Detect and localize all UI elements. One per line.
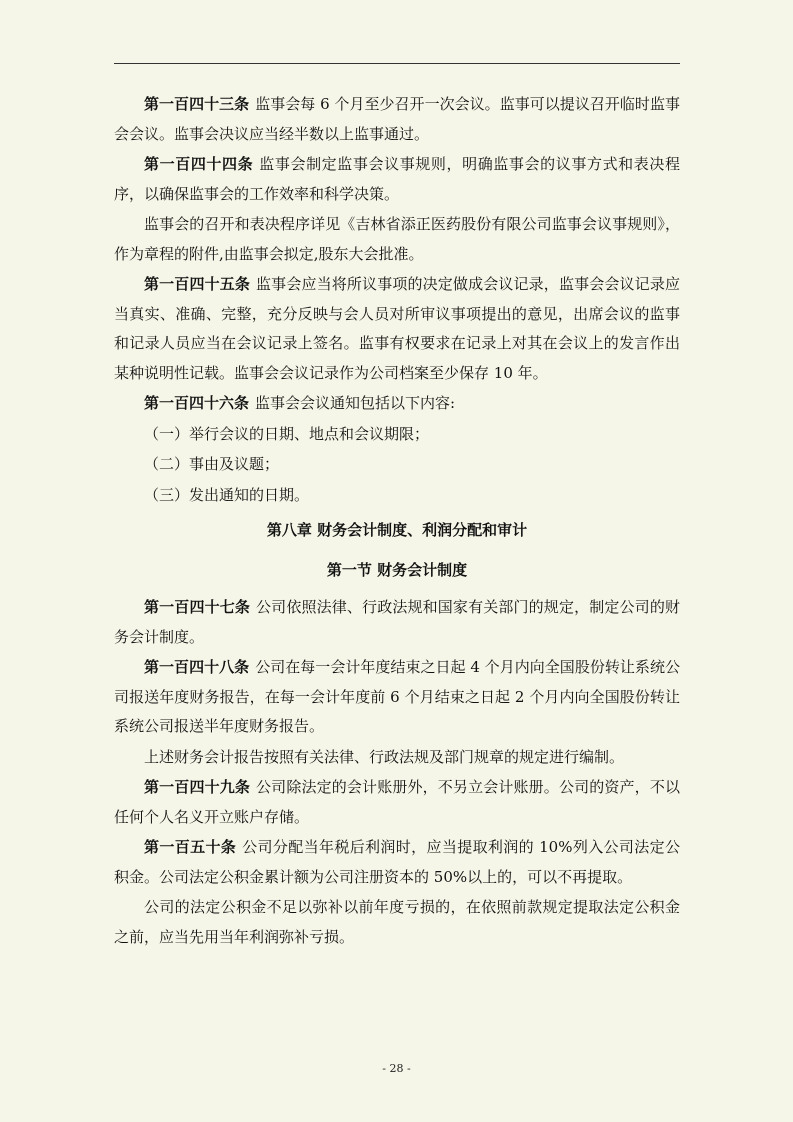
page-number: - 28 - [382, 1062, 411, 1075]
paragraph [114, 833, 680, 892]
article-number: 第一百四十九条 [144, 778, 251, 796]
paragraphs-top [114, 90, 680, 510]
article-number: 第一百四十七条 [144, 598, 251, 616]
paragraph-text: 公司在每一会计年度结束之日起 4 个月内向全国股份转让系统公司报送年度财务报告，在每一会计年度前 6 个月结束之日起 2 个月内向全国股份转让系统公司报送半年度财务报告。 [114, 658, 680, 735]
paragraph [114, 593, 680, 652]
paragraph [114, 210, 680, 269]
header-rule [114, 63, 680, 64]
paragraph-text: 监事会应当将所议事项的决定做成会议记录，监事会会议记录应当真实、准确、完整，充分反映与会人员对所审议事项提出的意见，出席会议的监事和记录人员应当在会议记录上签名。监事有权要求在记录上对其在会议上的发言作出某种说明性记载。监事会会议记录作为公司档案至少保存 10 年。 [114, 275, 680, 382]
paragraph-text: 公司依照法律、行政法规和国家有关部门的规定，制定公司的财务会计制度。 [114, 598, 680, 646]
article-number: 第一百四十六条 [144, 394, 250, 412]
paragraph-text: 公司的法定公积金不足以弥补以前年度亏损的，在依照前款规定提取法定公积金之前，应当先用当年利润弥补亏损。 [114, 898, 680, 946]
paragraph [114, 450, 680, 480]
paragraph [114, 481, 680, 511]
paragraph [114, 389, 680, 419]
paragraph [114, 743, 680, 773]
chapter-title: 第八章 财务会计制度、利润分配和审计 [266, 521, 528, 539]
paragraph-text: （二）事由及议题； [144, 455, 280, 473]
article-number: 第一百四十四条 [144, 155, 254, 173]
paragraph [114, 90, 680, 149]
paragraph [114, 773, 680, 832]
paragraph-text: 监事会制定监事会议事规则，明确监事会的议事方式和表决程序，以确保监事会的工作效率和科学决策。 [114, 155, 680, 203]
paragraph-text: 公司除法定的会计账册外，不另立会计账册。公司的资产，不以任何个人名义开立账户存储。 [114, 778, 680, 826]
paragraph [114, 653, 680, 742]
paragraph [114, 893, 680, 952]
article-number: 第一百四十三条 [144, 95, 250, 113]
document-body [114, 90, 680, 953]
article-number: 第一百四十五条 [144, 275, 251, 293]
paragraph-text: 监事会的召开和表决程序详见《吉林省添正医药股份有限公司监事会议事规则》，作为章程的附件,由监事会拟定,股东大会批准。 [114, 215, 680, 263]
paragraph-text: （一）举行会议的日期、地点和会议期限； [144, 424, 430, 443]
paragraph-text: 监事会每 6 个月至少召开一次会议。监事可以提议召开临时监事会会议。监事会决议应当经半数以上监事通过。 [114, 95, 680, 143]
article-number: 第一百五十条 [144, 838, 237, 856]
article-number: 第一百四十八条 [144, 658, 250, 676]
paragraph-text: （三）发出通知的日期。 [144, 485, 310, 504]
paragraphs-bottom [114, 593, 680, 952]
paragraph [114, 420, 680, 450]
paragraph [114, 270, 680, 388]
paragraph-text: 公司分配当年税后利润时，应当提取利润的 10%列入公司法定公积金。公司法定公积金累计额为公司注册资本的 50%以上的，可以不再提取。 [114, 838, 680, 886]
paragraph-text: 上述财务会计报告按照有关法律、行政法规及部门规章的规定进行编制。 [144, 747, 625, 766]
paragraph [114, 150, 680, 209]
paragraph-text: 监事会会议通知包括以下内容: [255, 394, 456, 412]
section-title: 第一节 财务会计制度 [326, 560, 468, 579]
